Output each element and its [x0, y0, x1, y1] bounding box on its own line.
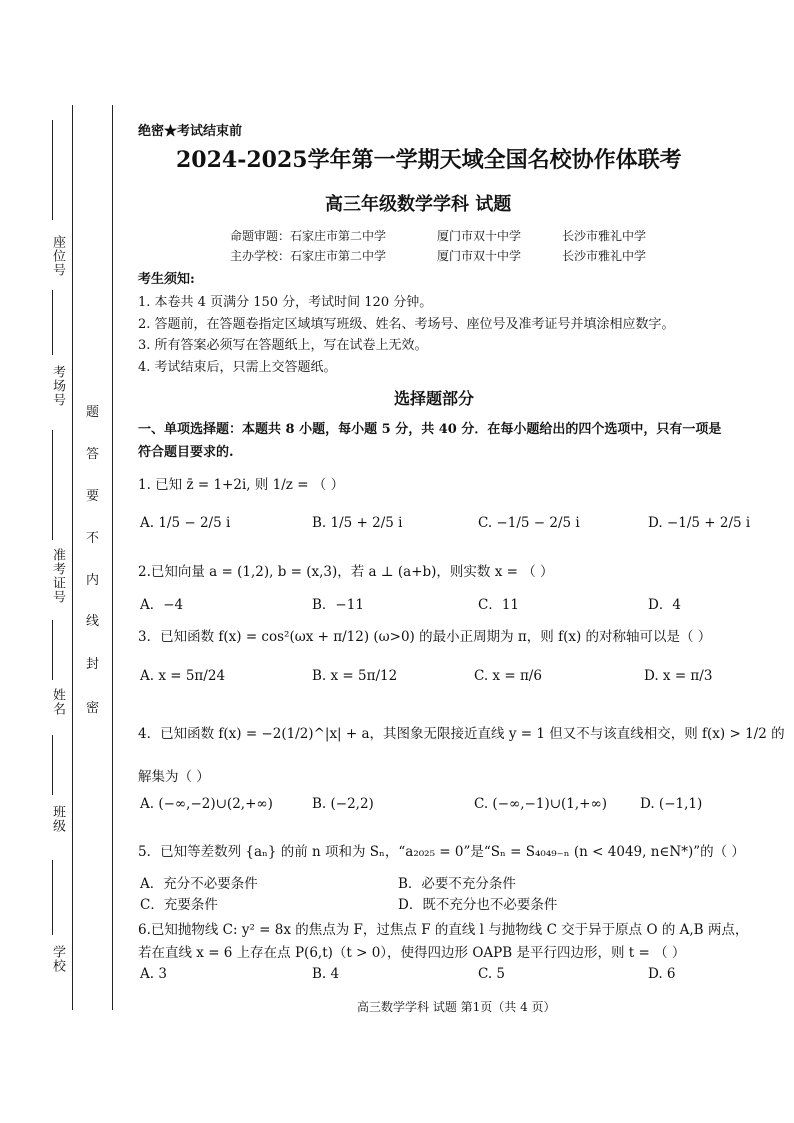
q4-option-b: B. (−2,2) [312, 796, 374, 812]
part-one-instruction-2: 符合题目要求的. [138, 445, 234, 460]
name-label: 姓名 [50, 688, 65, 716]
q4-stem-continued: 解集为（ ） [138, 769, 210, 785]
notice-item-3: 3. 所有答案必须写在答题纸上，写在试卷上无效。 [138, 338, 428, 353]
q1-stem: 1. 已知 z̄ = 1+2i, 则 1/z = （ ） [138, 477, 345, 493]
q5-option-d: D．既不充分也不必要条件 [398, 897, 558, 913]
setter-school-3: 长沙市雅礼中学 [562, 229, 647, 243]
q1-option-c: C. −1/5 − 2/5 i [478, 515, 580, 531]
host-school-1: 石家庄市第二中学 [290, 249, 387, 263]
seal-char-xian: 线 [86, 614, 100, 629]
q2-option-b: B．−11 [312, 597, 364, 613]
q6-stem-continued: 若在直线 x = 6 上存在点 P(6,t)（t > 0），使得四边形 OAPB 是平行四边形，则 t = （ ） [138, 945, 686, 961]
notice-item-1: 1. 本卷共 4 页满分 150 分，考试时间 120 分钟。 [138, 295, 433, 310]
q2-option-a: A．−4 [140, 597, 184, 613]
seal-char-ti: 题 [86, 405, 100, 420]
school-label: 学校 [50, 945, 65, 973]
seat-blank [52, 120, 53, 220]
binding-line-left [72, 105, 73, 1010]
seal-char-feng: 封 [86, 657, 100, 672]
q1-option-b: B. 1/5 + 2/5 i [312, 515, 403, 531]
class-blank [52, 735, 53, 795]
setters-label: 命题审题： [230, 229, 291, 243]
ticket-label: 准考证号 [50, 548, 65, 604]
setters-row [230, 227, 670, 244]
host-school-3: 长沙市雅礼中学 [562, 249, 647, 263]
q6-option-d: D. 6 [648, 966, 676, 982]
room-blank [52, 290, 53, 355]
ticket-blank [52, 430, 53, 540]
seal-char-da: 答 [86, 447, 100, 462]
q4-option-d: D. (−1,1) [640, 796, 703, 812]
seal-char-bu: 不 [86, 531, 100, 546]
seat-label: 座位号 [50, 235, 65, 277]
binding-line-right [112, 105, 113, 1010]
secret-mark: 绝密★考试结束前 [138, 124, 243, 139]
q5-option-a: A．充分不必要条件 [140, 876, 258, 892]
q4-option-a: A. (−∞,−2)∪(2,+∞) [140, 796, 273, 812]
exam-subtitle: 高三年级数学学科 试题 [325, 194, 512, 215]
q6-option-a: A. 3 [140, 966, 167, 982]
hosts-label: 主办学校： [230, 249, 291, 263]
exam-title: 2024-2025学年第一学期天域全国名校协作体联考 [176, 147, 682, 173]
q5-option-b: B．必要不充分条件 [398, 876, 516, 892]
setter-school-1: 石家庄市第二中学 [290, 229, 387, 243]
q2-option-c: C．11 [478, 597, 520, 613]
q1-option-a: A. 1/5 − 2/5 i [140, 515, 231, 531]
q1-option-d: D. −1/5 + 2/5 i [648, 515, 751, 531]
q6-option-b: B. 4 [312, 966, 340, 982]
q6-stem: 6.已知抛物线 C: y² = 8x 的焦点为 F，过焦点 F 的直线 l 与抛物线 C 交于异于原点 O 的 A,B 两点， [138, 922, 749, 938]
q3-stem: 3．已知函数 f(x) = cos²(ωx + π/12) (ω>0) 的最小正周期为 π，则 f(x) 的对称轴可以是（ ） [138, 629, 712, 645]
setter-school-2: 厦门市双十中学 [437, 229, 522, 243]
class-label: 班级 [50, 805, 65, 833]
part-one-instruction-1: 一、单项选择题：本题共 8 小题，每小题 5 分，共 40 分．在每小题给出的四个选项中，只有一项是 [138, 422, 722, 437]
page-footer: 高三数学学科 试题 第1页（共 4 页） [357, 1000, 556, 1014]
q3-option-d: D. x = π/3 [644, 668, 713, 684]
q3-option-c: C. x = π/6 [474, 668, 542, 684]
seal-char-mi: 密 [86, 701, 100, 716]
seal-char-nei: 内 [86, 573, 100, 588]
q5-option-c: C．充要条件 [140, 897, 218, 913]
host-school-2: 厦门市双十中学 [437, 249, 522, 263]
room-label: 考场号 [50, 365, 65, 407]
q2-option-d: D．4 [648, 597, 681, 613]
q5-stem: 5．已知等差数列 {aₙ} 的前 n 项和为 Sₙ，“a₂₀₂₅ = 0”是“Sₙ = S₄₀₄₉₋ₙ (n < 4049, n∈N*)”的（ ） [138, 844, 745, 860]
q3-option-a: A. x = 5π/24 [140, 668, 226, 684]
notice-title: 考生须知: [138, 272, 195, 287]
section-title: 选择题部分 [394, 389, 475, 408]
seal-char-yao: 要 [86, 489, 100, 504]
name-blank [52, 620, 53, 680]
school-blank [52, 860, 53, 935]
q4-stem: 4．已知函数 f(x) = −2(1/2)^|x| + a，其图象无限接近直线 y = 1 但又不与该直线相交，则 f(x) > 1/2 的 [138, 726, 785, 742]
q4-option-c: C. (−∞,−1)∪(1,+∞) [474, 796, 607, 812]
q3-option-b: B. x = 5π/12 [312, 668, 398, 684]
notice-item-4: 4. 考试结束后，只需上交答题纸。 [138, 360, 337, 375]
q2-stem: 2.已知向量 a = (1,2), b = (x,3)，若 a ⊥ (a+b)，则实数 x = （ ） [138, 564, 554, 580]
notice-item-2: 2. 答题前，在答题卷指定区域填写班级、姓名、考场号、座位号及准考证号并填涂相应数字。 [138, 317, 675, 332]
hosts-row [230, 247, 670, 264]
q6-option-c: C. 5 [478, 966, 506, 982]
